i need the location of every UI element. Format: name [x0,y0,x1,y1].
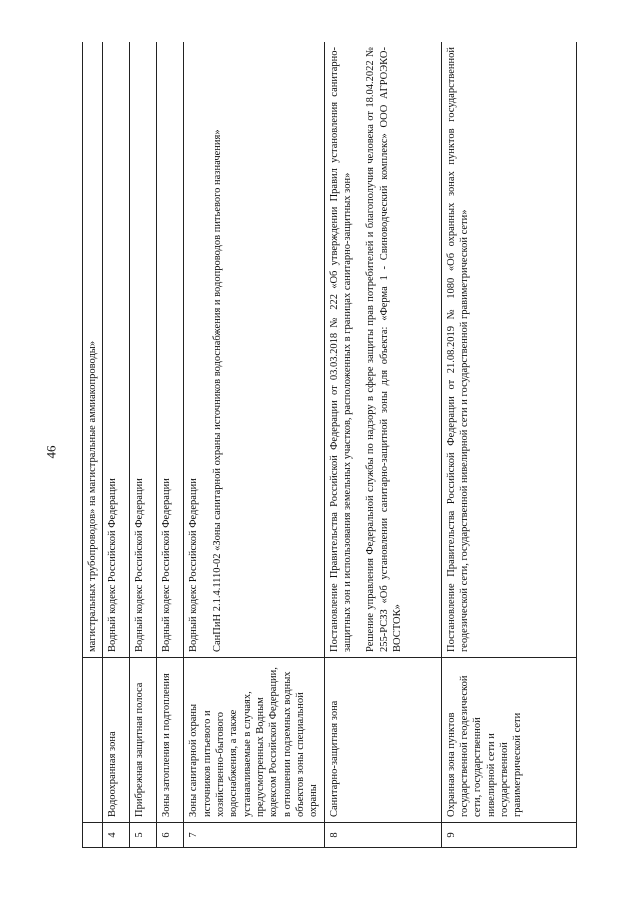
table-row [184,42,324,848]
table-row [83,42,103,848]
table-row [157,42,184,848]
legal-document: Постановление Правительства Российской Федерации от 21.08.2019 № 1080 «Об охранных зонах пунктов государственной геодезической сети, государственной нивелирной сети и государственной гравиметрической сети» [445,47,470,652]
legal-document: Водный кодекс Российской Федерации [188,478,200,652]
legal-basis [83,42,103,658]
zone-name: Водоохранная зона [103,658,130,823]
zone-name: Санитарно-защитная зона [324,658,441,823]
zone-name: Зоны затопления и подтопления [157,658,184,823]
legal-document: СанПиН 2.1.4.1110-02 «Зоны санитарной охраны источников водоснабжения и водопроводов питьевого назначения» [211,129,223,652]
row-number: 8 [324,823,441,848]
legal-document: Постановление Правительства Российской Федерации от 03.03.2018 № 222 «Об утверждении Правил установления санитарно-защитных зон и использования земельных участков, расположенных в границах санитарно-защитных зон» [328,47,353,652]
legal-document: Водный кодекс Российской Федерации [107,478,119,652]
zone-name: Зоны санитарной охраны источников питьевого и хозяйственно-бытового водоснабжения, а также устанавливаемые в случаях, предусмотренных Водным кодексом Российской Федерации, в отношении подземных водных объектов зоны специальной охраны [184,658,324,823]
legal-basis [130,42,157,658]
legal-basis [157,42,184,658]
table-row [103,42,130,848]
page-number-text: 46 [43,445,58,459]
legal-document: Решение управления Федеральной службы по надзору в сфере защиты прав потребителей и благополучия человека от 18.04.2022 № 255-РСЗЗ «Об установлении санитарно-защитной зоны для объекта: «Ферма 1 - Свиноводческий комплекс» ООО АГРОЭКО-ВОСТОК» [365,47,403,652]
legal-document: Водный кодекс Российской Федерации [134,478,146,652]
row-number [83,823,103,848]
row-number: 4 [103,823,130,848]
row-number: 5 [130,823,157,848]
row-number: 6 [157,823,184,848]
legal-basis [441,42,576,658]
legal-basis [103,42,130,658]
legal-document: магистральных трубопроводов» на магистральные аммиакопроводы» [87,340,98,652]
zones-table [82,42,577,848]
row-number: 9 [441,823,576,848]
row-number: 7 [184,823,324,848]
page-number [40,440,62,464]
legal-basis [324,42,441,658]
rotated-table-frame [82,42,577,848]
zone-name [83,658,103,823]
legal-document: Водный кодекс Российской Федерации [161,478,173,652]
zone-name: Прибрежная защитная полоса [130,658,157,823]
zone-name: Охранная зона пунктов государственной геодезической сети, государственной нивелирной сети и государственной гравиметрической сети [441,658,576,823]
legal-basis [184,42,324,658]
table-row [441,42,576,848]
document-table-container [82,42,577,848]
table-row [324,42,441,848]
table-row [130,42,157,848]
